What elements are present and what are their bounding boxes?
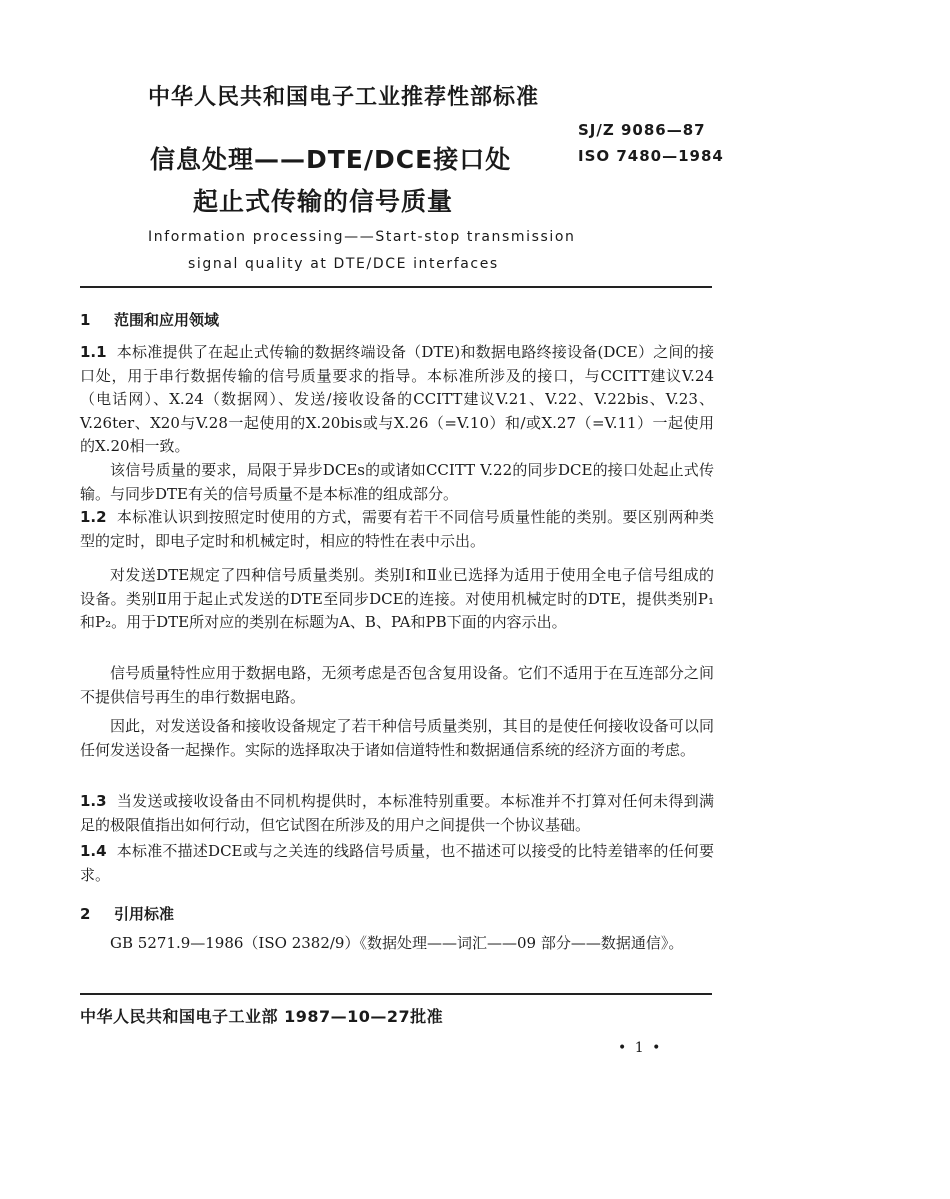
footer-divider [80, 993, 712, 995]
standard-code-iso: ISO 7480—1984 [578, 147, 724, 165]
paragraph-1-3 [80, 790, 714, 837]
clause-number: 1.3 [80, 792, 107, 810]
title-line-1: 信息处理——DTE/DCE接口处 [150, 145, 512, 174]
section-number: 2 [80, 905, 91, 923]
footer-approval: 中华人民共和国电子工业部 1987—10—27批准 [80, 1007, 444, 1026]
clause-text: 本标准提供了在起止式传输的数据终端设备（DTE)和数据电路终接设备(DCE）之间的接口处，用于串行数据传输的信号质量要求的指导。本标准所涉及的接口，与CCITT建议V.24（电话网）、X.24（数据网）、发送/接收设备的CCITT建议V.21、V.22、V.22bis、V.23、V.26ter、X20与V.28一起使用的X.20bis或与X.26（=V.10）和/或X.27（=V.11）一起使用的X.20相一致。 [80, 343, 714, 456]
paragraph-1-1-b: 该信号质量的要求，局限于异步DCEs的或诸如CCITT V.22的同步DCE的接口处起止式传输。与同步DTE有关的信号质量不是本标准的组成部分。 [80, 461, 714, 503]
paragraph-2: GB 5271.9—1986（ISO 2382/9）《数据处理——词汇——09 部分——数据通信》。 [110, 934, 684, 952]
header-divider [80, 286, 712, 288]
clause-number: 1.4 [80, 842, 107, 860]
paragraph-1-2-c: 信号质量特性应用于数据电路，无须考虑是否包含复用设备。它们不适用于在互连部分之间不提供信号再生的串行数据电路。 [80, 664, 714, 706]
paragraph-1-1 [80, 341, 714, 459]
section-title: 范围和应用领域 [114, 311, 220, 329]
paragraph-1-2-b: 对发送DTE规定了四种信号质量类别。类别Ⅰ和Ⅱ业已选择为适用于使用全电子信号组成的设备。类别Ⅱ用于起止式发送的DTE至同步DCE的连接。对使用机械定时的DTE，提供类别P₁和P₂。用于DTE所对应的类别在标题为A、B、PA和PB下面的内容示出。 [80, 566, 714, 632]
title-line-2: 起止式传输的信号质量 [193, 187, 454, 216]
section-number: 1 [80, 311, 91, 329]
clause-text: 当发送或接收设备由不同机构提供时，本标准特别重要。本标准并不打算对任何未得到满足的极限值指出如何行动，但它试图在所涉及的用户之间提供一个协议基础。 [80, 792, 714, 834]
section-heading-2 [80, 903, 174, 924]
clause-number: 1.1 [80, 343, 107, 361]
paragraph-1-4 [80, 840, 714, 887]
section-title: 引用标准 [114, 905, 175, 923]
clause-text: 本标准不描述DCE或与之关连的线路信号质量，也不描述可以接受的比特差错率的任何要求。 [80, 842, 714, 884]
clause-text: 本标准认识到按照定时使用的方式，需要有若干不同信号质量性能的类别。要区别两种类型的定时，即电子定时和机械定时，相应的特性在表中示出。 [80, 508, 714, 550]
clause-number: 1.2 [80, 508, 107, 526]
standard-code-sj: SJ/Z 9086—87 [578, 121, 706, 139]
header-org-title: 中华人民共和国电子工业推荐性部标准 [148, 85, 540, 110]
page-number: • 1 • [618, 1040, 663, 1056]
english-title-line-2: signal quality at DTE/DCE interfaces [188, 256, 499, 272]
paragraph-1-2 [80, 506, 714, 553]
section-heading-1 [80, 309, 219, 330]
english-title-line-1: Information processing——Start-stop transmission [148, 229, 576, 245]
paragraph-1-2-d: 因此，对发送设备和接收设备规定了若干种信号质量类别，其目的是使任何接收设备可以同任何发送设备一起操作。实际的选择取决于诸如信道特性和数据通信系统的经济方面的考虑。 [80, 717, 714, 759]
